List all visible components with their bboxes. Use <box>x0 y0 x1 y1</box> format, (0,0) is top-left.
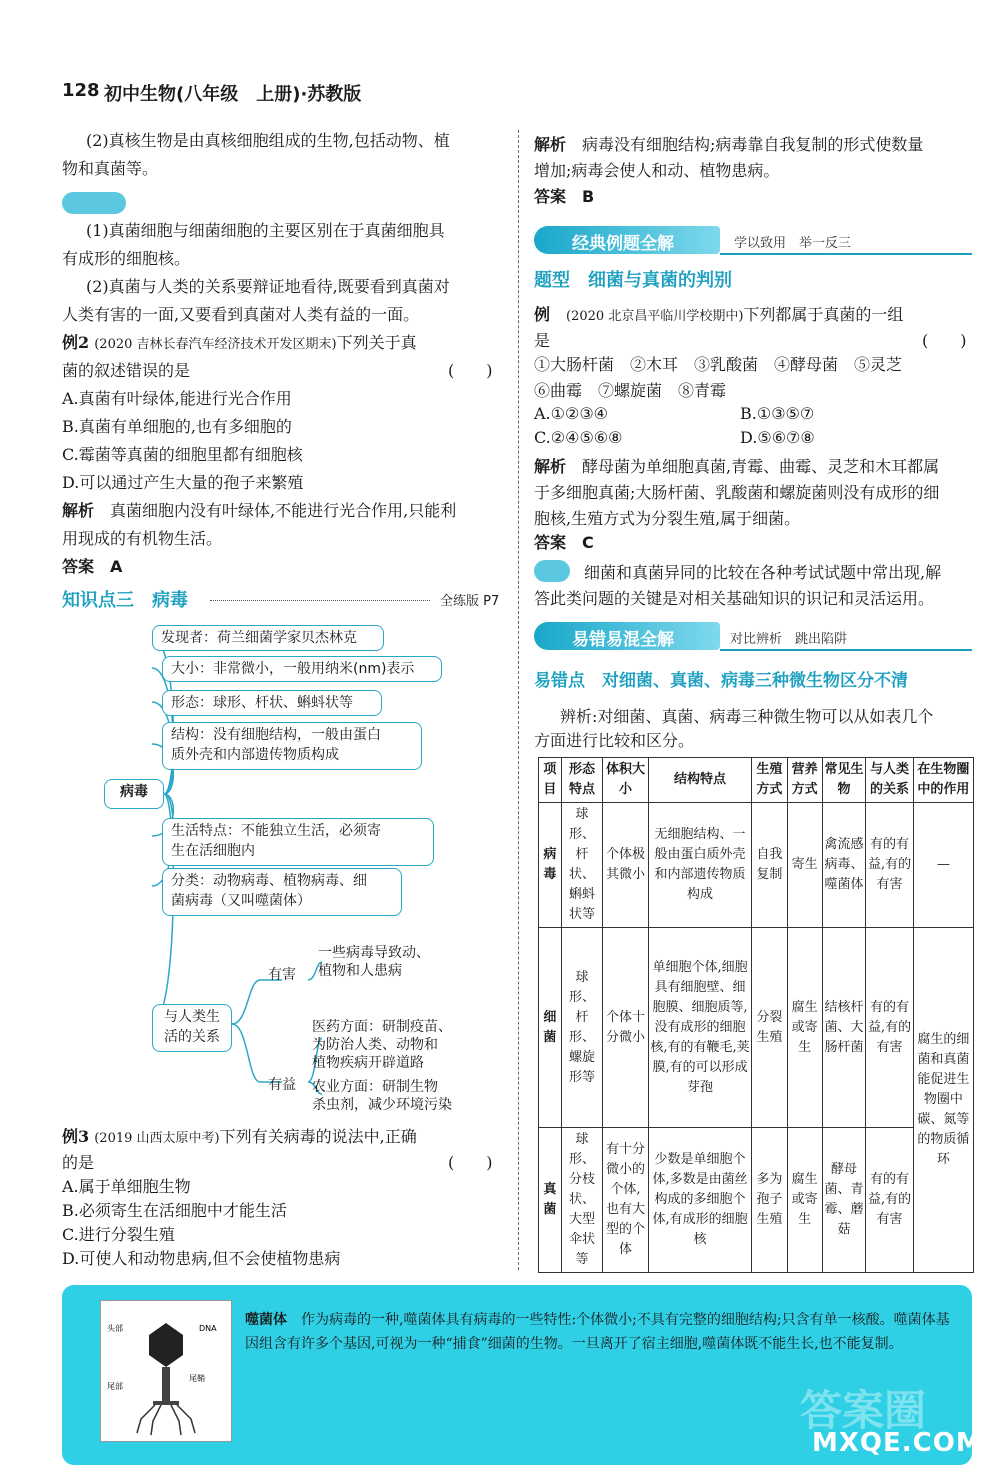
banner-mistakes-note: 对比辨析 跳出陷阱 <box>730 632 848 647</box>
table-cell: 有十分微小的个体,也有大型的个体 <box>603 1128 649 1273</box>
table-cell: 腐生或寄生 <box>787 928 822 1128</box>
banner-mistakes-rule <box>720 649 972 651</box>
table-cell: 球形、杆形、螺旋形等 <box>561 928 602 1128</box>
table-header: 结构特点 <box>648 758 752 803</box>
example2-question-l1 <box>62 330 417 353</box>
medical-line-2: 为防治人类、动物和 <box>312 1037 438 1053</box>
para-fungi-human-l1: (2)真菌与人类的关系要辩证地看待,既要看到真菌对 <box>86 277 450 296</box>
example-label: 例 <box>534 305 551 324</box>
title-dotted-rule <box>210 600 430 601</box>
table-cell: 寄生 <box>787 803 822 928</box>
phage-diagram <box>101 1301 231 1441</box>
para-eukaryote-l2: 物和真菌等。 <box>62 159 159 178</box>
tip-bubble-icon <box>534 560 570 582</box>
example2-option-a: A.真菌有叶绿体,能进行光合作用 <box>62 389 292 408</box>
classification-line-2: 菌病毒（又叫噬菌体） <box>171 893 311 909</box>
answer-value: B <box>582 187 595 206</box>
example3-analysis-l1 <box>534 132 923 155</box>
table-cell: 酵母菌、青霉、蘑菇 <box>822 1128 866 1273</box>
table-cell: 单细胞个体,细胞具有细胞壁、细胞膜、细胞质等,没有成形的细胞核,有的有鞭毛,荚膜,有的可以形成芽孢 <box>648 928 752 1128</box>
agriculture-line-1: 农业方面：研制生物 <box>312 1079 438 1095</box>
knowledge-point-3-title: 知识点三 病毒 <box>62 590 188 611</box>
medical-line-1: 医药方面：研制疫苗、 <box>312 1019 452 1035</box>
answer-label: 答案 <box>534 533 567 552</box>
example3-question: 下列有关病毒的说法中,正确 <box>219 1127 417 1146</box>
table-cell: 结核杆菌、大肠杆菌 <box>822 928 866 1128</box>
table-row-bacteria <box>539 928 974 1128</box>
watermark-url: MXQE.COM <box>812 1428 983 1458</box>
tip-l2: 答此类问题的关键是对相关基础知识的识记和灵活运用。 <box>534 589 935 608</box>
banner-mistakes-title: 易错易混全解 <box>572 630 674 650</box>
example3-option-b: B.必须寄生在活细胞中才能生活 <box>62 1201 287 1220</box>
example3-analysis-l2: 增加;病毒会使人和动、植物患病。 <box>534 161 780 180</box>
agriculture-line-2: 杀虫剂，减少环境污染 <box>312 1097 452 1113</box>
mindmap-structure <box>162 722 422 770</box>
label-tail: 尾部 <box>107 1382 123 1391</box>
phage-term: 噬菌体 <box>245 1312 287 1328</box>
example3-answer <box>534 184 594 207</box>
phage-text: 作为病毒的一种,噬菌体具有病毒的一些特性:个体微小;不具有完整的细胞结构;只含有单一核酸。噬菌体基因组含有许多个基因,可视为一种“捕食”细菌的生物。一旦离开了宿主细胞,噬菌体既不能生长,也不能复制。 <box>245 1312 950 1352</box>
classification-line-1: 分类：动物病毒、植物病毒、细 <box>171 873 367 889</box>
table-header: 形态特点 <box>561 758 602 803</box>
example-option-b: B.①③⑤⑦ <box>740 404 815 423</box>
example-analysis-l1 <box>534 454 939 477</box>
table-cell: 球形、杆状、蝌蚪状等 <box>561 803 602 928</box>
example3-option-d: D.可使人和动物患病,但不会使植物患病 <box>62 1249 341 1268</box>
mindmap-classification <box>162 868 402 916</box>
practice-ref: 全练版 P7 <box>440 594 500 609</box>
para-eukaryote-l1: (2)真核生物是由真核细胞组成的生物,包括动物、植 <box>86 131 450 150</box>
phage-illustration <box>100 1300 232 1442</box>
example2-question-l2: 菌的叙述错误的是 <box>62 361 191 380</box>
table-cell: 多为孢子生殖 <box>752 1128 787 1273</box>
example2-question: 下列关于真 <box>336 333 417 352</box>
topic-title: 题型 细菌与真菌的判别 <box>534 270 732 291</box>
analysis-text: 酵母菌为单细胞真菌,青霉、曲霉、灵芝和木耳都属 <box>582 457 940 476</box>
table-header: 项目 <box>539 758 562 803</box>
analysis-label: 解析 <box>534 135 567 154</box>
error-analysis-l1: 辨析:对细菌、真菌、病毒三种微生物可以从如表几个 <box>560 707 934 726</box>
table-cell: 腐生或寄生 <box>787 1128 822 1273</box>
example3-bracket: ( ) <box>448 1153 493 1172</box>
error-point-title: 易错点 对细菌、真菌、病毒三种微生物区分不清 <box>534 671 908 691</box>
table-header: 常见生物 <box>822 758 866 803</box>
answer-label: 答案 <box>62 557 95 576</box>
table-cell: 腐生的细菌和真菌能促进生物圈中碳、氮等的物质循环 <box>913 928 973 1273</box>
relation-line-1: 与人类生 <box>164 1009 220 1025</box>
lifestyle-line-2: 生在活细胞内 <box>171 843 255 859</box>
para-fungi-diff-l1: (1)真菌细胞与细菌细胞的主要区别在于真菌细胞具 <box>86 221 445 240</box>
analysis-text: 病毒没有细胞结构;病毒靠自我复制的形式使数量 <box>582 135 924 154</box>
example2-analysis-l2: 用现成的有机物生活。 <box>62 529 223 548</box>
table-cell: 无细胞结构、一般由蛋白质外壳和内部遗传物质构成 <box>648 803 752 928</box>
table-header: 生殖方式 <box>752 758 787 803</box>
example-answer <box>534 530 594 553</box>
tip-bubble-icon <box>62 192 126 214</box>
page-number: 128 <box>62 80 100 101</box>
error-analysis-l2: 方面进行比较和区分。 <box>534 731 695 750</box>
mindmap-root: 病毒 <box>104 779 164 809</box>
table-cell: 个体极其微小 <box>603 803 649 928</box>
banner-classic-rule <box>720 253 972 255</box>
table-cell: 分裂生殖 <box>752 928 787 1128</box>
example2-bracket: ( ) <box>448 361 493 380</box>
structure-line-1: 结构：没有细胞结构，一般由蛋白 <box>171 727 381 743</box>
answer-value: A <box>110 557 123 576</box>
table-header-row <box>539 758 974 803</box>
answer-label: 答案 <box>534 187 567 206</box>
table-cell: 有的有益,有的有害 <box>866 928 914 1128</box>
example-items-l1: ①大肠杆菌 ②木耳 ③乳酸菌 ④酵母菌 ⑤灵芝 <box>534 355 903 374</box>
example3-question-l1 <box>62 1124 417 1147</box>
watermark-logo: 答案圈 <box>800 1386 927 1435</box>
example-question-l2: 是 <box>534 331 551 350</box>
table-cell: 禽流感病毒、噬菌体 <box>822 803 866 928</box>
mindmap-human-relation <box>152 1004 232 1052</box>
answer-value: C <box>582 533 594 552</box>
mindmap-size: 大小：非常微小，一般用纳米(nm)表示 <box>162 656 442 682</box>
harm-line-2: 植物和人患病 <box>318 963 402 979</box>
table-row-fungi <box>539 1128 974 1273</box>
mindmap-harm-label: 有害 <box>268 967 296 983</box>
table-header: 营养方式 <box>787 758 822 803</box>
table-cell: 真菌 <box>539 1128 562 1273</box>
lifestyle-line-1: 生活特点：不能独立生活，必须寄 <box>171 823 381 839</box>
book-title: 初中生物(八年级 上册)·苏教版 <box>104 84 362 105</box>
table-cell: 少数是单细胞个体,多数是由菌丝构成的多细胞个体,有成形的细胞核 <box>648 1128 752 1273</box>
example-option-d: D.⑤⑥⑦⑧ <box>740 428 815 447</box>
example2-option-c: C.霉菌等真菌的细胞里都有细胞核 <box>62 445 303 464</box>
example-bracket: ( ) <box>922 331 967 350</box>
table-cell: 有的有益,有的有害 <box>866 1128 914 1273</box>
example3-option-c: C.进行分裂生殖 <box>62 1225 175 1244</box>
banner-classic-title: 经典例题全解 <box>572 234 674 254</box>
mindmap-lifestyle <box>162 818 434 866</box>
medical-line-3: 植物疾病开辟道路 <box>312 1055 424 1071</box>
table-row-virus <box>539 803 974 928</box>
table-cell: 自我复制 <box>752 803 787 928</box>
example-analysis-l3: 胞核,生殖方式为分裂生殖,属于细菌。 <box>534 509 801 528</box>
para-fungi-human-l2: 人类有害的一面,又要看到真菌对人类有益的一面。 <box>62 305 420 324</box>
example2-source: (2020 吉林长春汽车经济技术开发区期末) <box>94 337 337 352</box>
label-head: 头部 <box>107 1324 123 1333</box>
example2-option-d: D.可以通过产生大量的孢子来繁殖 <box>62 473 304 492</box>
tip-l1: 细菌和真菌异同的比较在各种考试试题中常出现,解 <box>584 563 942 582</box>
example2-answer <box>62 554 122 577</box>
example3-source: (2019 山西太原中考) <box>94 1131 220 1146</box>
table-cell: 球形、分枝状、大型伞状等 <box>561 1128 602 1273</box>
harm-line-1: 一些病毒导致动、 <box>318 945 430 961</box>
example3-question-l2: 的是 <box>62 1153 95 1172</box>
analysis-label: 解析 <box>534 457 567 476</box>
example2-label: 例2 <box>62 333 90 352</box>
example-question: 下列都属于真菌的一组 <box>743 305 904 324</box>
table-cell: — <box>913 803 973 928</box>
mindmap-benefit-label: 有益 <box>268 1077 296 1093</box>
example-option-c: C.②④⑤⑥⑧ <box>534 428 623 447</box>
table-header: 在生物圈中的作用 <box>913 758 973 803</box>
para-fungi-diff-l2: 有成形的细胞核。 <box>62 249 191 268</box>
structure-line-2: 质外壳和内部遗传物质构成 <box>171 747 339 763</box>
label-sheath: 尾鞘 <box>189 1374 205 1383</box>
table-header: 与人类的关系 <box>866 758 914 803</box>
example-analysis-l2: 于多细胞真菌;大肠杆菌、乳酸菌和螺旋菌则没有成形的细 <box>534 483 940 502</box>
mindmap-agriculture <box>312 1078 452 1114</box>
example-items-l2: ⑥曲霉 ⑦螺旋菌 ⑧青霉 <box>534 381 727 400</box>
table-cell: 病毒 <box>539 803 562 928</box>
example2-analysis-l1 <box>62 498 456 521</box>
example3-option-a: A.属于单细胞生物 <box>62 1177 191 1196</box>
table-header: 体积大小 <box>603 758 649 803</box>
analysis-label: 解析 <box>62 501 95 520</box>
table-cell: 有的有益,有的有害 <box>866 803 914 928</box>
relation-line-2: 活的关系 <box>164 1029 220 1045</box>
analysis-text: 真菌细胞内没有叶绿体,不能进行光合作用,只能利 <box>110 501 457 520</box>
mindmap-shape: 形态：球形、杆状、蝌蚪状等 <box>162 690 382 716</box>
label-dna: DNA <box>199 1324 217 1333</box>
example-source: (2020 北京昌平临川学校期中) <box>566 309 744 324</box>
table-cell: 细菌 <box>539 928 562 1128</box>
mindmap-discoverer: 发现者：荷兰细菌学家贝杰林克 <box>152 625 384 651</box>
banner-classic-note: 学以致用 举一反三 <box>734 236 852 251</box>
example2-option-b: B.真菌有单细胞的,也有多细胞的 <box>62 417 292 436</box>
mindmap-medical <box>312 1018 452 1072</box>
mindmap-harm-detail <box>318 944 430 980</box>
comparison-table <box>538 757 974 1273</box>
example-option-a: A.①②③④ <box>534 404 609 423</box>
example-question-l1 <box>534 302 903 325</box>
table-cell: 个体十分微小 <box>603 928 649 1128</box>
example3-label: 例3 <box>62 1127 90 1146</box>
phage-description <box>245 1308 957 1356</box>
